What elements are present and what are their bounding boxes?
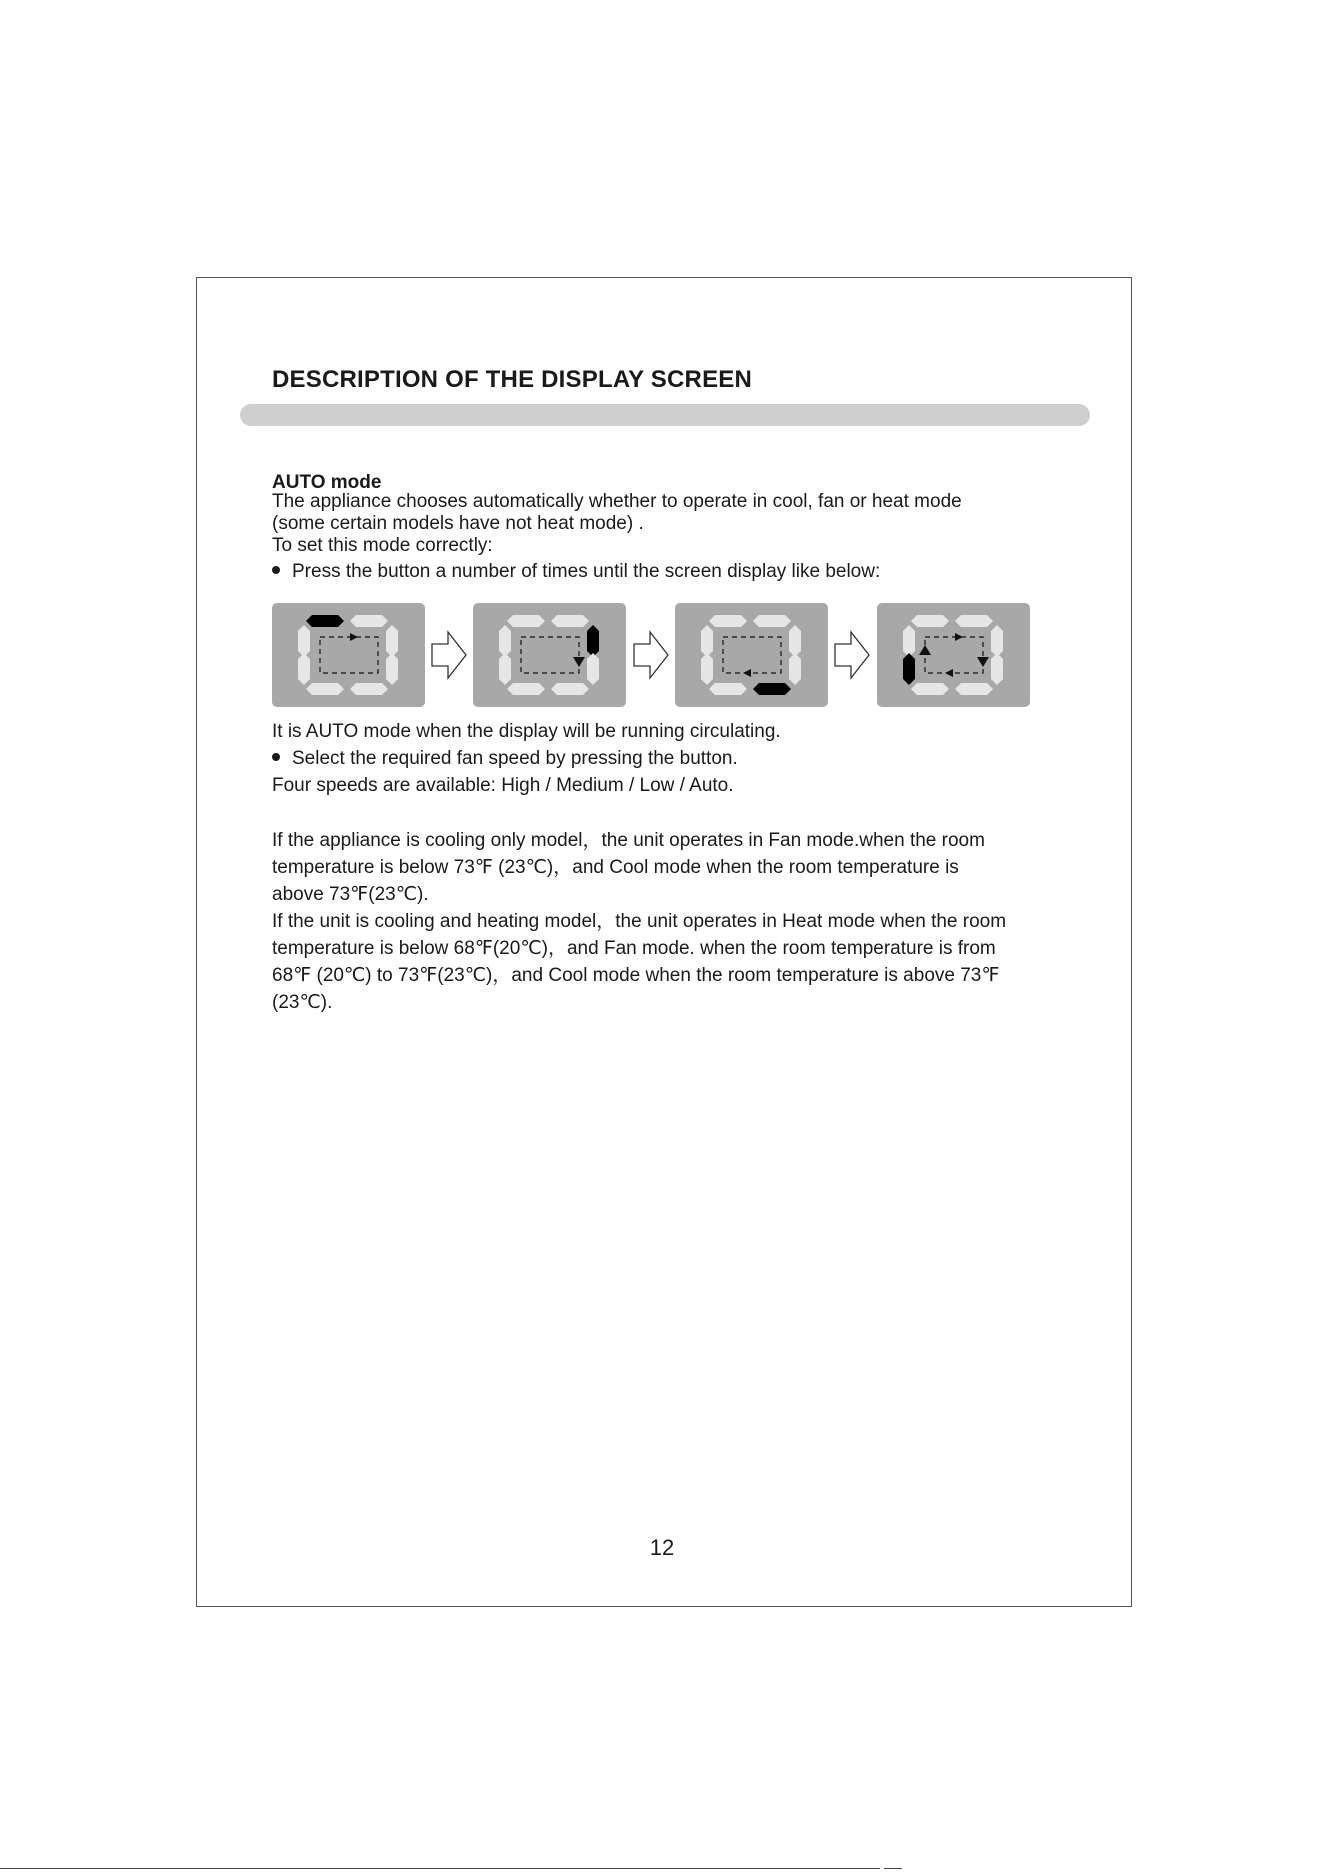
seven-segment-display xyxy=(272,603,425,707)
display-panel-2 xyxy=(473,603,626,707)
auto-mode-line-1: The appliance chooses automatically whether to operate in cool, fan or heat mode xyxy=(272,491,962,512)
auto-mode-line-2: (some certain models have not heat mode) . xyxy=(272,513,644,534)
direction-arrow-icon xyxy=(350,633,358,641)
direction-arrow-icon xyxy=(945,669,953,677)
display-panel-3 xyxy=(675,603,828,707)
page-title: DESCRIPTION OF THE DISPLAY SCREEN xyxy=(272,366,753,393)
direction-arrow-icon xyxy=(743,669,751,677)
title-underline-bar xyxy=(240,404,1090,426)
segment-bottom-left xyxy=(306,683,344,695)
segment-upper-left xyxy=(499,625,511,657)
bullet-press-button-text: Press the button a number of times until the screen display like below: xyxy=(292,561,881,582)
segment-lower-left xyxy=(298,653,310,685)
segment-lower-right xyxy=(991,653,1003,685)
segment-top-right xyxy=(350,615,388,627)
segment-top-right xyxy=(551,615,589,627)
circulation-loop xyxy=(320,637,378,673)
temp-note-line-5: temperature is below 68℉(20℃)，and Fan mode. when the room temperature is from xyxy=(272,938,996,959)
display-panel-1 xyxy=(272,603,425,707)
bullet-icon xyxy=(272,753,280,761)
segment-bottom-right xyxy=(551,683,589,695)
segment-lower-left xyxy=(499,653,511,685)
circulation-loop xyxy=(925,637,983,673)
direction-arrow-icon xyxy=(919,645,931,655)
segment-bottom-left xyxy=(709,683,747,695)
segment-bottom-right-active xyxy=(753,683,791,695)
segment-upper-left xyxy=(903,625,915,657)
auto-mode-heading: AUTO mode xyxy=(272,472,382,493)
segment-lower-left-active xyxy=(903,653,915,685)
segment-upper-right xyxy=(991,625,1003,657)
scan-edge-line xyxy=(884,1868,902,1869)
temp-note-line-4: If the unit is cooling and heating model，the unit operates in Heat mode when the room xyxy=(272,911,1007,932)
segment-top-right xyxy=(955,615,993,627)
bullet-icon xyxy=(272,566,280,574)
right-arrow-icon xyxy=(430,630,468,680)
four-speeds-line: Four speeds are available: High / Medium / Low / Auto. xyxy=(272,775,734,796)
segment-bottom-right xyxy=(955,683,993,695)
segment-upper-right-active xyxy=(587,625,599,657)
segment-top-left xyxy=(709,615,747,627)
temp-note-line-1: If the appliance is cooling only model，the unit operates in Fan mode.when the room xyxy=(272,830,985,851)
seven-segment-display xyxy=(675,603,828,707)
segment-bottom-right xyxy=(350,683,388,695)
segment-bottom-left xyxy=(911,683,949,695)
seven-segment-display xyxy=(473,603,626,707)
direction-arrow-icon xyxy=(573,657,585,667)
scan-edge-line xyxy=(0,1868,880,1869)
segment-upper-left xyxy=(298,625,310,657)
right-arrow-icon xyxy=(833,630,871,680)
temp-note-line-2: temperature is below 73℉ (23℃)，and Cool mode when the room temperature is xyxy=(272,857,959,878)
circulation-loop xyxy=(723,637,781,673)
segment-lower-right xyxy=(587,653,599,685)
temp-note-line-6: 68℉ (20℃) to 73℉(23℃)，and Cool mode when the room temperature is above 73℉ xyxy=(272,965,1000,986)
bullet-fan-speed xyxy=(272,748,738,770)
direction-arrow-icon xyxy=(955,633,963,641)
display-sequence xyxy=(272,603,1034,708)
segment-top-left xyxy=(507,615,545,627)
page-number: 12 xyxy=(649,1535,675,1560)
auto-circulating-line: It is AUTO mode when the display will be running circulating. xyxy=(272,721,781,742)
auto-mode-line-3: To set this mode correctly: xyxy=(272,535,493,556)
seven-segment-display xyxy=(877,603,1030,707)
bullet-press-button xyxy=(272,561,880,583)
direction-arrow-icon xyxy=(977,657,989,667)
circulation-loop xyxy=(521,637,579,673)
segment-upper-left xyxy=(701,625,713,657)
bullet-fan-speed-text: Select the required fan speed by pressing the button. xyxy=(292,748,738,769)
segment-top-right xyxy=(753,615,791,627)
segment-lower-right xyxy=(789,653,801,685)
segment-top-left-active xyxy=(306,615,344,627)
segment-lower-left xyxy=(701,653,713,685)
display-panel-4 xyxy=(877,603,1030,707)
segment-top-left xyxy=(911,615,949,627)
segment-bottom-left xyxy=(507,683,545,695)
segment-lower-right xyxy=(386,653,398,685)
segment-upper-right xyxy=(386,625,398,657)
temp-note-line-3: above 73℉(23℃). xyxy=(272,884,429,905)
segment-upper-right xyxy=(789,625,801,657)
temp-note-line-7: (23℃). xyxy=(272,992,333,1013)
right-arrow-icon xyxy=(632,630,670,680)
